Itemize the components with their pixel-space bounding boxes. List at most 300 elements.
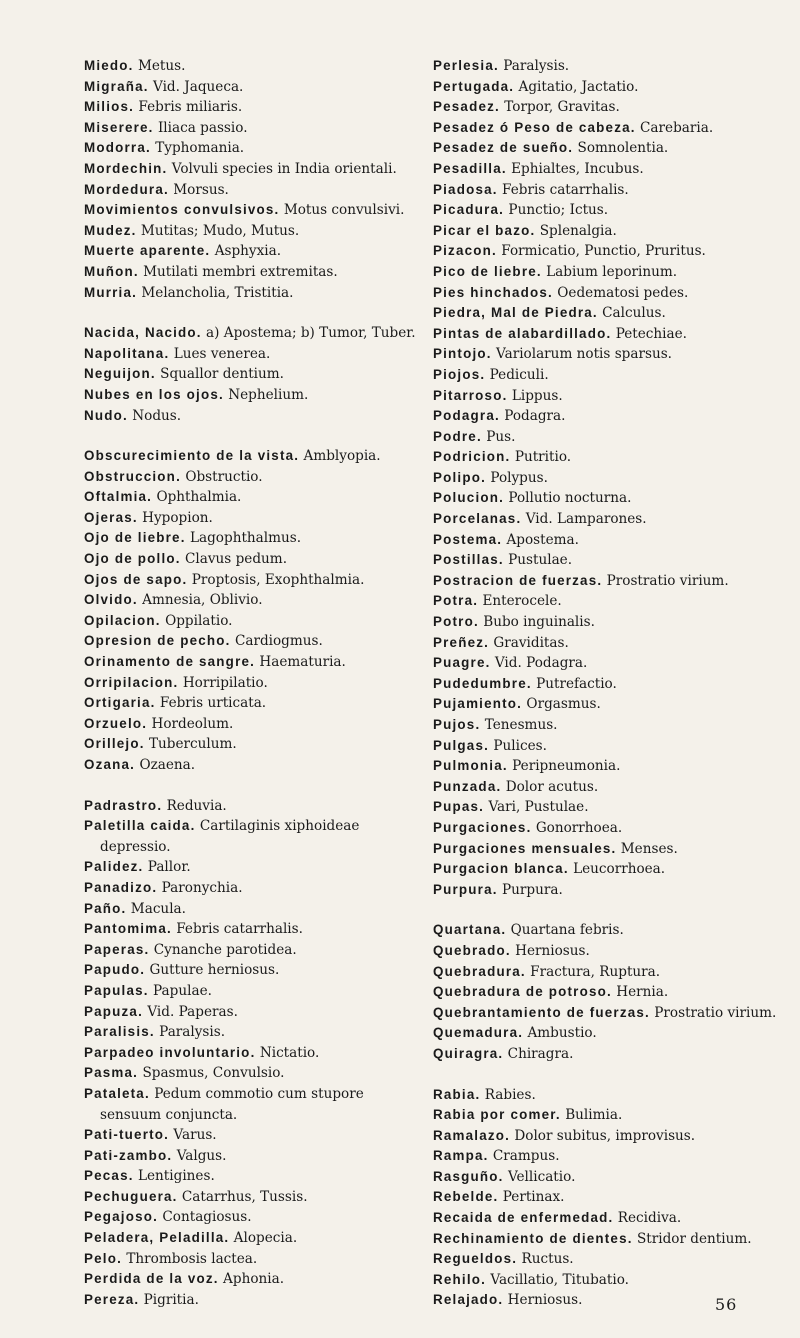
- entry-definition: Pollutio nocturna.: [508, 490, 632, 507]
- dictionary-entry: [433, 1146, 783, 1167]
- entry-definition: Nodus.: [132, 407, 182, 424]
- dictionary-entry: [433, 221, 783, 242]
- dictionary-entry: [84, 1207, 416, 1228]
- entry-definition: Amblyopia.: [303, 448, 381, 465]
- entry-term: Pitarroso.: [433, 387, 508, 403]
- entry-term: Pesadez de sueño.: [433, 140, 574, 156]
- entry-definition: Punctio; Ictus.: [508, 202, 609, 219]
- entry-definition: Peripneumonia.: [512, 758, 621, 775]
- entry-term: Rabia por comer.: [433, 1107, 561, 1123]
- entry-term: Relajado.: [433, 1292, 504, 1308]
- entry-term: Orzuelo.: [84, 715, 148, 731]
- dictionary-entry: [84, 1043, 416, 1064]
- dictionary-entry: [433, 1270, 783, 1291]
- dictionary-entry: [84, 180, 416, 201]
- entry-definition: Papulae.: [153, 982, 212, 999]
- dictionary-entry: [84, 549, 416, 570]
- entry-definition: Orgasmus.: [526, 696, 601, 713]
- entry-definition: Carebaria.: [640, 119, 714, 136]
- entry-definition: Nephelium.: [228, 386, 309, 403]
- entry-term: Piadosa.: [433, 181, 498, 197]
- entry-term: Ozana.: [84, 757, 136, 772]
- entry-definition: Febris urticata.: [159, 695, 267, 712]
- entry-term: Piojos.: [433, 366, 486, 382]
- dictionary-entry: [84, 1002, 416, 1023]
- entry-term: Pupas.: [433, 799, 485, 815]
- entry-definition: Valgus.: [176, 1147, 227, 1164]
- dictionary-entry: [84, 56, 416, 77]
- entry-definition: Hernia.: [616, 984, 669, 1001]
- entry-term: Postillas.: [433, 552, 504, 568]
- entry-term: Rampa.: [433, 1148, 489, 1164]
- entry-definition: Paronychia.: [161, 879, 243, 896]
- entry-definition: Obstructio.: [185, 468, 263, 485]
- dictionary-entry: [433, 1126, 783, 1147]
- dictionary-entry: [433, 468, 783, 489]
- entry-definition: Vellicatio.: [507, 1168, 576, 1185]
- entry-definition: Contagiosus.: [162, 1209, 252, 1226]
- entry-definition: Ephialtes, Incubus.: [511, 160, 644, 177]
- dictionary-entry: [84, 364, 416, 385]
- entry-definition: Paralysis.: [159, 1024, 226, 1041]
- entry-term: Papulas.: [84, 982, 149, 998]
- entry-term: Puagre.: [433, 655, 491, 671]
- entry-definition: Iliaca passio.: [157, 119, 248, 136]
- dictionary-entry: [433, 1229, 783, 1250]
- entry-term: Padrastro.: [84, 797, 163, 813]
- dictionary-entry: [84, 960, 416, 981]
- entry-term: Pertugada.: [433, 78, 515, 94]
- entry-term: Pulmonia.: [433, 758, 508, 774]
- entry-definition: Melancholia, Tristitia.: [141, 284, 294, 301]
- entry-definition: Spasmus, Convulsio.: [142, 1065, 285, 1082]
- entry-definition: Aphonia.: [223, 1271, 285, 1288]
- entry-definition: Graviditas.: [493, 634, 569, 651]
- entry-term: Miserere.: [84, 119, 154, 135]
- entry-definition: Hypopion.: [142, 509, 213, 526]
- dictionary-entry: [433, 241, 783, 262]
- dictionary-entry: [433, 982, 783, 1003]
- dictionary-entry: [84, 528, 416, 549]
- dictionary-entry: [433, 736, 783, 757]
- entry-term: Paletilla caida.: [84, 818, 196, 834]
- entry-definition: Recidiva.: [617, 1210, 682, 1227]
- entry-term: Purgacion blanca.: [433, 861, 569, 877]
- entry-term: Ramalazo.: [433, 1127, 511, 1143]
- entry-definition: Torpor, Gravitas.: [504, 99, 620, 116]
- entry-definition: Pediculi.: [489, 366, 549, 383]
- entry-term: Punzada.: [433, 778, 502, 794]
- entry-definition: Pertinax.: [502, 1189, 565, 1206]
- entry-definition: a) Apostema; b) Tumor, Tuber.: [206, 325, 416, 342]
- dictionary-entry: [433, 715, 783, 736]
- dictionary-entry: [433, 303, 783, 324]
- entry-term: Palidez.: [84, 859, 144, 875]
- dictionary-entry: [433, 97, 783, 118]
- entry-definition: Podagra.: [504, 408, 566, 425]
- dictionary-entry: [84, 1249, 416, 1270]
- page-number: 56: [715, 1295, 738, 1314]
- entry-definition: Ructus.: [521, 1251, 574, 1268]
- dictionary-entry: [84, 406, 416, 427]
- dictionary-entry: [433, 756, 783, 777]
- entry-definition: Catarrhus, Tussis.: [181, 1188, 308, 1205]
- entry-term: Ortigaria.: [84, 695, 156, 711]
- entry-definition: Proptosis, Exophthalmia.: [191, 571, 365, 588]
- entry-definition: Haematuria.: [259, 654, 346, 671]
- entry-term: Pesadilla.: [433, 160, 507, 176]
- dictionary-entry: [433, 920, 783, 941]
- entry-definition: Herniosus.: [507, 1292, 583, 1309]
- entry-definition: Vacillatio, Titubatio.: [490, 1271, 629, 1288]
- entry-term: Piedra, Mal de Piedra.: [433, 305, 598, 321]
- entry-term: Pasma.: [84, 1065, 139, 1081]
- dictionary-entry: [433, 1208, 783, 1229]
- section-gap: [84, 426, 416, 446]
- entry-term: Panadizo.: [84, 879, 158, 895]
- entry-definition: Lentigines.: [137, 1168, 215, 1185]
- entry-term: Opilacion.: [84, 612, 161, 628]
- dictionary-entry: [84, 1125, 416, 1146]
- entry-term: Pintojo.: [433, 346, 492, 362]
- entry-term: Recaida de enfermedad.: [433, 1210, 614, 1226]
- dictionary-entry: [84, 796, 416, 817]
- entry-term: Pesadez.: [433, 99, 500, 115]
- entry-term: Pujamiento.: [433, 696, 523, 712]
- entry-term: Mordechin.: [84, 160, 168, 176]
- entry-definition: Ozaena.: [139, 757, 196, 773]
- dictionary-entry: [84, 97, 416, 118]
- entry-definition: Oppilatio.: [165, 612, 233, 629]
- entry-definition: Metus.: [137, 58, 186, 74]
- entry-definition: Typhomania.: [155, 140, 245, 157]
- dictionary-entry: [84, 77, 416, 98]
- entry-definition: Asphyxia.: [214, 243, 282, 260]
- dictionary-entry: [433, 180, 783, 201]
- entry-definition: Apostema.: [506, 531, 579, 548]
- entry-definition: Vid. Podagra.: [494, 655, 588, 672]
- dictionary-entry: [84, 816, 416, 857]
- entry-term: Quebradura.: [433, 963, 526, 979]
- entry-term: Purgaciones mensuales.: [433, 840, 617, 856]
- entry-term: Picadura.: [433, 202, 505, 218]
- entry-term: Orinamento de sangre.: [84, 654, 256, 670]
- entry-term: Orillejo.: [84, 736, 145, 752]
- dictionary-entry: [433, 488, 783, 509]
- entry-definition: Calculus.: [602, 305, 666, 322]
- entry-term: Rebelde.: [433, 1189, 499, 1205]
- entry-term: Murria.: [84, 284, 138, 300]
- entry-term: Modorra.: [84, 140, 151, 156]
- entry-term: Paralisis.: [84, 1024, 155, 1040]
- entry-definition: Herniosus.: [515, 942, 590, 959]
- dictionary-entry: [433, 797, 783, 818]
- entry-term: Muerte aparente.: [84, 243, 211, 259]
- dictionary-entry: [433, 1023, 783, 1044]
- dictionary-entry: [433, 365, 783, 386]
- dictionary-entry: [84, 385, 416, 406]
- entry-term: Obscurecimiento de la vista.: [84, 448, 300, 464]
- entry-term: Paño.: [84, 900, 127, 916]
- entry-term: Pegajoso.: [84, 1209, 159, 1225]
- entry-definition: Chiragra.: [507, 1045, 574, 1062]
- entry-definition: Clavus pedum.: [185, 551, 288, 568]
- entry-term: Peladera, Peladilla.: [84, 1230, 230, 1246]
- entry-term: Perdida de la voz.: [84, 1271, 219, 1287]
- dictionary-entry: [433, 386, 783, 407]
- dictionary-entry: [84, 1269, 416, 1290]
- entry-term: Pereza.: [84, 1291, 140, 1307]
- entry-definition: Cardiogmus.: [234, 633, 323, 650]
- right-column: [433, 56, 783, 1311]
- entry-definition: Labium leporinum.: [546, 263, 678, 280]
- dictionary-entry: [433, 77, 783, 98]
- dictionary-entry: [433, 1003, 783, 1024]
- entry-definition: Enterocele.: [482, 593, 562, 610]
- entry-definition: Vid. Jaqueca.: [153, 78, 244, 95]
- entry-term: Migraña.: [84, 78, 149, 94]
- dictionary-entry: [84, 138, 416, 159]
- entry-definition: Bubo inguinalis.: [483, 614, 595, 631]
- dictionary-entry: [84, 981, 416, 1002]
- entry-definition: Quartana febris.: [510, 922, 624, 939]
- entry-definition: Cartilaginis xiphoideae depressio.: [100, 818, 360, 855]
- dictionary-entry: [433, 427, 783, 448]
- entry-definition: Polypus.: [490, 469, 548, 486]
- dictionary-entry: [84, 283, 416, 304]
- entry-term: Quartana.: [433, 922, 507, 938]
- entry-term: Purpura.: [433, 881, 498, 897]
- entry-definition: Dolor subitus, improvisus.: [514, 1127, 696, 1144]
- entry-term: Rechinamiento de dientes.: [433, 1230, 633, 1246]
- entry-definition: Bulimia.: [565, 1107, 623, 1124]
- dictionary-entry: [433, 653, 783, 674]
- dictionary-entry: [84, 878, 416, 899]
- entry-term: Pati-tuerto.: [84, 1127, 170, 1143]
- entry-term: Podricion.: [433, 449, 511, 465]
- entry-definition: Lues venerea.: [173, 345, 271, 362]
- entry-term: Rasguño.: [433, 1168, 504, 1184]
- dictionary-entry: [84, 652, 416, 673]
- entry-term: Postracion de fuerzas.: [433, 572, 603, 588]
- dictionary-entry: [84, 1187, 416, 1208]
- dictionary-entry: [433, 406, 783, 427]
- dictionary-entry: [84, 755, 416, 776]
- entry-term: Mudez.: [84, 222, 137, 238]
- dictionary-entry: [84, 446, 416, 467]
- section-gap: [84, 303, 416, 323]
- entry-definition: Ambustio.: [527, 1025, 597, 1042]
- dictionary-entry: [433, 262, 783, 283]
- dictionary-entry: [433, 941, 783, 962]
- dictionary-entry: [433, 447, 783, 468]
- entry-term: Pulgas.: [433, 737, 490, 753]
- entry-definition: Paralysis.: [503, 58, 570, 74]
- entry-definition: Cynanche parotidea.: [153, 941, 297, 958]
- entry-term: Paperas.: [84, 941, 150, 957]
- dictionary-entry: [84, 1228, 416, 1249]
- dictionary-entry: [84, 590, 416, 611]
- entry-definition: Motus convulsivi.: [283, 202, 405, 219]
- dictionary-entry: [433, 159, 783, 180]
- entry-definition: Pallor.: [147, 859, 191, 876]
- entry-definition: Pustulae.: [508, 552, 573, 569]
- entry-term: Oftalmia.: [84, 489, 153, 505]
- entry-term: Opresion de pecho.: [84, 633, 231, 649]
- dictionary-entry: [84, 631, 416, 652]
- entry-term: Quebrantamiento de fuerzas.: [433, 1004, 650, 1020]
- entry-term: Quiragra.: [433, 1045, 504, 1061]
- dictionary-entry: [433, 962, 783, 983]
- dictionary-entry: [84, 1063, 416, 1084]
- entry-definition: Febris miliaris.: [138, 99, 243, 116]
- dictionary-entry: [433, 324, 783, 345]
- dictionary-entry: [84, 262, 416, 283]
- entry-term: Purgaciones.: [433, 819, 532, 835]
- entry-term: Regueldos.: [433, 1251, 518, 1267]
- entry-definition: Hordeolum.: [151, 715, 234, 732]
- dictionary-entry: [84, 940, 416, 961]
- entry-definition: Dolor acutus.: [505, 778, 599, 795]
- dictionary-entry: [433, 674, 783, 695]
- dictionary-entry: [84, 899, 416, 920]
- entry-definition: Putritio.: [514, 449, 572, 466]
- dictionary-entry: [84, 570, 416, 591]
- entry-definition: Morsus.: [173, 181, 229, 198]
- dictionary-entry: [433, 1044, 783, 1065]
- entry-term: Postema.: [433, 531, 503, 547]
- entry-term: Ojos de sapo.: [84, 571, 188, 587]
- entry-definition: Prostratio virium.: [606, 572, 729, 589]
- entry-term: Pujos.: [433, 717, 481, 732]
- entry-term: Potro.: [433, 614, 479, 630]
- entry-term: Podre.: [433, 428, 482, 444]
- entry-term: Picar el bazo.: [433, 222, 536, 238]
- dictionary-entry: [433, 56, 783, 77]
- entry-definition: Formicatio, Punctio, Pruritus.: [501, 243, 706, 260]
- entry-definition: Vari, Pustulae.: [488, 799, 589, 816]
- entry-term: Perlesia.: [433, 58, 499, 73]
- dictionary-entry: [433, 1249, 783, 1270]
- entry-definition: Menses.: [620, 840, 678, 857]
- entry-definition: Splenalgia.: [539, 222, 617, 239]
- entry-definition: Pedum commotio cum stupore sensuum conjuncta.: [100, 1085, 364, 1123]
- dictionary-entry: [433, 571, 783, 592]
- entry-term: Quemadura.: [433, 1025, 524, 1041]
- dictionary-entry: [84, 919, 416, 940]
- entry-term: Pataleta.: [84, 1085, 150, 1101]
- dictionary-entry: [84, 1084, 416, 1125]
- dictionary-entry: [84, 467, 416, 488]
- entry-term: Pies hinchados.: [433, 284, 553, 300]
- dictionary-entry: [433, 138, 783, 159]
- entry-term: Polipo.: [433, 469, 487, 485]
- entry-term: Nubes en los ojos.: [84, 386, 224, 402]
- dictionary-entry: [84, 221, 416, 242]
- entry-term: Pudedumbre.: [433, 675, 532, 691]
- entry-definition: Amnesia, Oblivio.: [142, 592, 263, 609]
- left-column: [84, 56, 416, 1310]
- entry-term: Quebrado.: [433, 942, 511, 958]
- dictionary-entry: [433, 530, 783, 551]
- entry-definition: Gonorrhoea.: [535, 819, 623, 836]
- entry-term: Preñez.: [433, 634, 490, 650]
- dictionary-entry: [433, 859, 783, 880]
- entry-term: Podagra.: [433, 408, 500, 424]
- entry-term: Pizacon.: [433, 243, 497, 259]
- entry-term: Nudo.: [84, 407, 128, 423]
- entry-term: Papudo.: [84, 962, 146, 978]
- entry-definition: Varus.: [173, 1127, 217, 1144]
- entry-definition: Thrombosis lactea.: [126, 1250, 258, 1267]
- entry-term: Pico de liebre.: [433, 263, 542, 279]
- entry-term: Polucion.: [433, 490, 505, 506]
- entry-definition: Agitatio, Jactatio.: [518, 78, 639, 95]
- dictionary-entry: [433, 344, 783, 365]
- entry-term: Muñon.: [84, 263, 139, 279]
- dictionary-entry: [84, 857, 416, 878]
- dictionary-entry: [84, 344, 416, 365]
- entry-definition: Petechiae.: [615, 325, 687, 342]
- entry-definition: Macula.: [130, 900, 186, 917]
- entry-definition: Crampus.: [492, 1148, 560, 1165]
- entry-term: Ojo de liebre.: [84, 530, 186, 546]
- dictionary-entry: [433, 1105, 783, 1126]
- entry-definition: Nictatio.: [259, 1044, 320, 1061]
- entry-term: Obstruccion.: [84, 468, 181, 484]
- dictionary-entry: [84, 118, 416, 139]
- entry-definition: Pulices.: [493, 737, 547, 754]
- entry-term: Neguijon.: [84, 366, 156, 382]
- dictionary-entry: [433, 818, 783, 839]
- entry-term: Papuza.: [84, 1003, 144, 1019]
- dictionary-entry: [433, 880, 783, 901]
- entry-definition: Purpura.: [502, 881, 563, 898]
- entry-term: Parpadeo involuntario.: [84, 1044, 256, 1060]
- entry-definition: Putrefactio.: [536, 675, 617, 692]
- entry-definition: Tuberculum.: [148, 736, 237, 753]
- entry-term: Quebradura de potroso.: [433, 984, 612, 1000]
- entry-term: Porcelanas.: [433, 511, 522, 527]
- entry-definition: Reduvia.: [166, 797, 227, 814]
- entry-term: Ojeras.: [84, 509, 138, 525]
- dictionary-entry: [433, 200, 783, 221]
- dictionary-entry: [84, 611, 416, 632]
- entry-term: Rehilo.: [433, 1271, 487, 1287]
- section-gap: [433, 900, 783, 920]
- dictionary-entry: [433, 612, 783, 633]
- dictionary-entry: [433, 118, 783, 139]
- dictionary-entry: [84, 693, 416, 714]
- entry-term: Pantomima.: [84, 921, 172, 937]
- dictionary-entry: [84, 241, 416, 262]
- entry-term: Pintas de alabardillado.: [433, 325, 612, 341]
- dictionary-entry: [84, 487, 416, 508]
- dictionary-entry: [84, 323, 416, 344]
- entry-term: Mordedura.: [84, 181, 169, 197]
- entry-definition: Variolarum notis sparsus.: [496, 346, 673, 363]
- entry-term: Milios.: [84, 99, 135, 115]
- dictionary-entry: [84, 508, 416, 529]
- dictionary-entry: [84, 200, 416, 221]
- dictionary-entry: [433, 591, 783, 612]
- section-gap: [433, 1065, 783, 1085]
- entry-definition: Mutitas; Mudo, Mutus.: [140, 222, 300, 239]
- entry-definition: Febris catarrhalis.: [176, 921, 303, 938]
- entry-definition: Ophthalmia.: [156, 489, 242, 506]
- dictionary-entry: [84, 673, 416, 694]
- entry-definition: Vid. Paperas.: [147, 1003, 238, 1020]
